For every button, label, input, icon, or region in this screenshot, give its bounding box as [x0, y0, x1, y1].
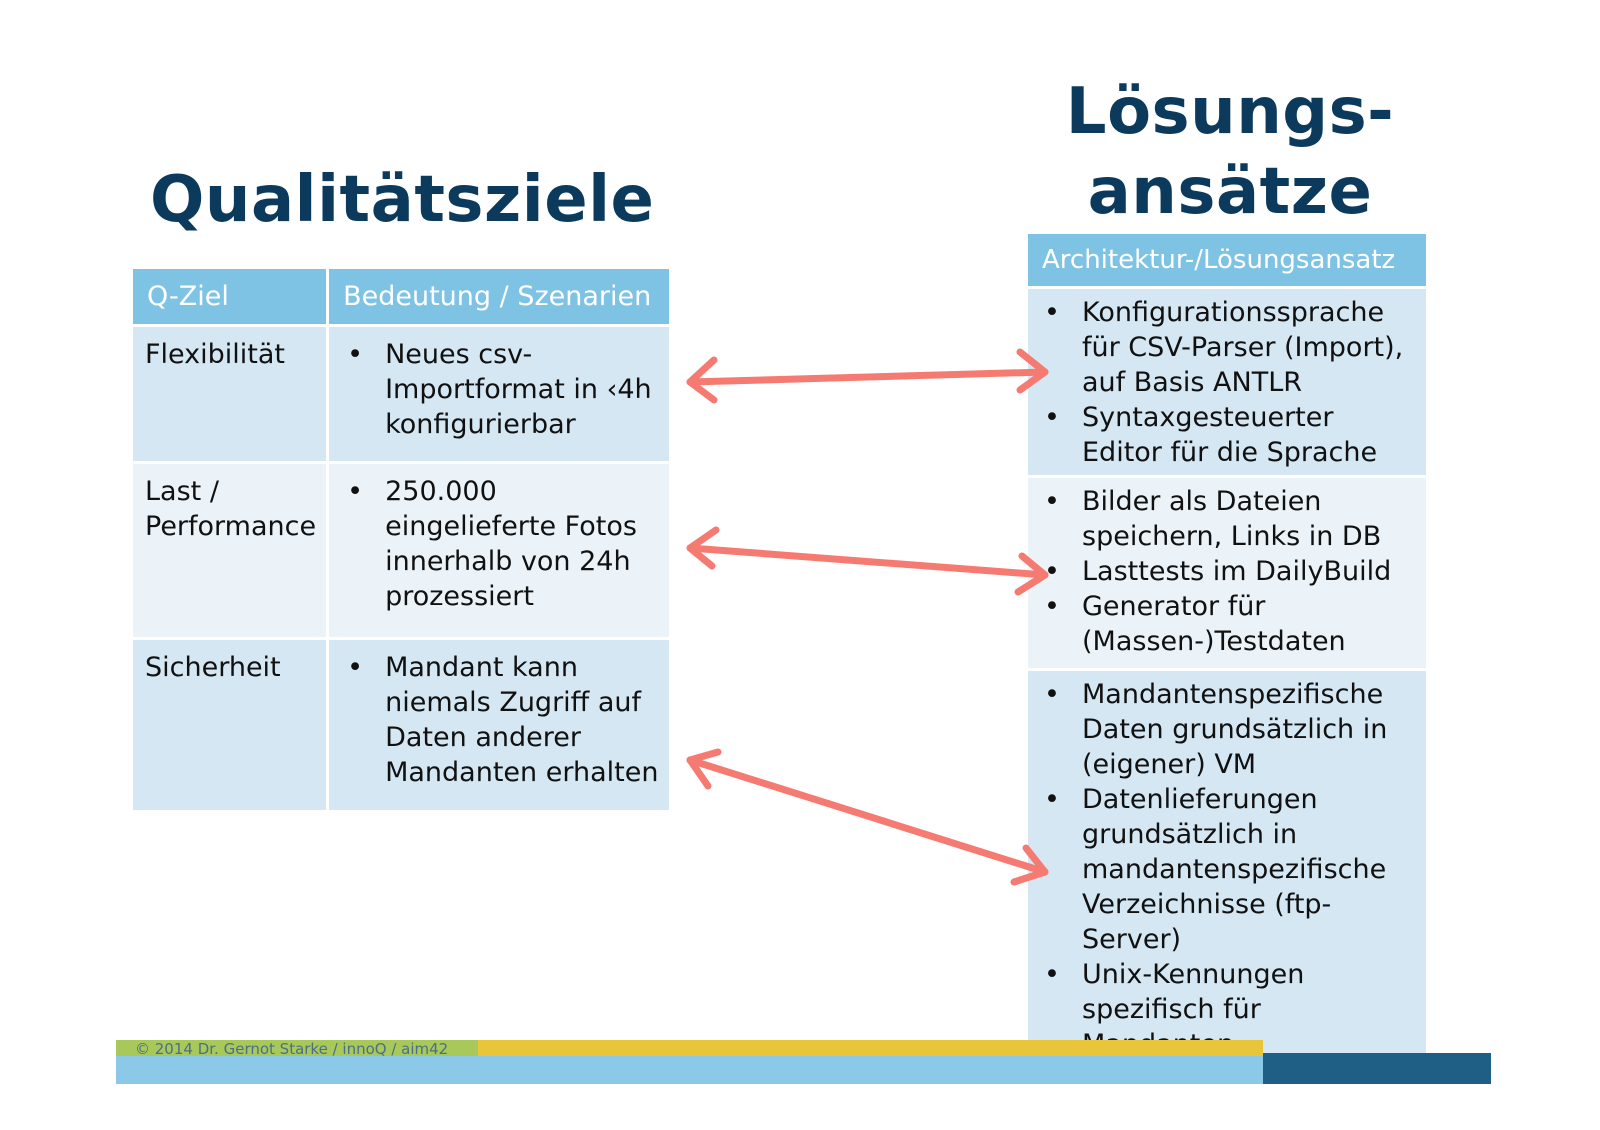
double-arrow-security — [690, 752, 1045, 882]
goal-cell: Flexibilität — [133, 327, 326, 461]
table-row — [1028, 478, 1426, 668]
column-header-scenarios: Bedeutung / Szenarien — [329, 269, 669, 324]
solution-cell — [1028, 289, 1426, 475]
footer-copyright: © 2014 Dr. Gernot Starke / innoQ / aim42 — [135, 1040, 449, 1058]
quality-goals-table — [130, 266, 672, 813]
column-header-goal: Q-Ziel — [133, 269, 326, 324]
solution-item: • Bilder als Dateien speichern, Links in DB — [1038, 484, 1416, 554]
solution-item: • Lasttests im DailyBuild — [1038, 554, 1416, 589]
solution-header-row — [1028, 234, 1426, 286]
scenario-cell — [329, 640, 669, 810]
footer-bar-darkblue — [1263, 1053, 1491, 1084]
solution-approaches-table — [1025, 231, 1429, 1069]
table-row — [133, 464, 669, 637]
table-row — [1028, 671, 1426, 1066]
goal-cell: Sicherheit — [133, 640, 326, 810]
scenario-item: • Neues csv-Importformat in ‹4h konfigurierbar — [341, 337, 659, 442]
solution-item: • Mandantenspezifische Daten grundsätzlich in (eigener) VM — [1038, 677, 1416, 782]
slide-title-quality-goals: Qualitätsziele — [150, 163, 655, 237]
footer-bar-yellow — [478, 1040, 1263, 1056]
scenario-item: • 250.000 eingelieferte Fotos innerhalb von 24h prozessiert — [341, 474, 659, 614]
table-row — [1028, 289, 1426, 475]
scenario-item: • Mandant kann niemals Zugriff auf Daten anderer Mandanten erhalten — [341, 650, 659, 790]
footer-bar-lightblue — [116, 1056, 1263, 1084]
slide-title-solutions-line1: Lösungs- — [1065, 75, 1395, 149]
double-arrow-flexibility — [690, 352, 1045, 400]
slide-title-solutions — [1030, 72, 1430, 232]
solution-item: • Unix-Kennungen spezifisch für — [1038, 957, 1416, 1062]
solution-item: • Syntaxgesteuerter Editor für die Sprache — [1038, 400, 1416, 470]
double-arrow-performance — [690, 530, 1045, 592]
solution-item: • Konfigurationssprache für CSV-Parser (Import), auf Basis ANTLR — [1038, 295, 1416, 400]
column-header-solution: Architektur-/Lösungsansatz — [1028, 234, 1426, 286]
solution-item: • Generator für (Massen-)Testdaten — [1038, 589, 1416, 659]
quality-goals-header-row — [133, 269, 669, 324]
scenario-cell — [329, 327, 669, 461]
solution-cell — [1028, 671, 1426, 1066]
solution-item: • Datenlieferungen grundsätzlich in mandantenspezifische Verzeichnisse (ftp-Server) — [1038, 782, 1416, 957]
table-row — [133, 327, 669, 461]
scenario-cell — [329, 464, 669, 637]
goal-cell: Last / Performance — [133, 464, 326, 637]
solution-cell — [1028, 478, 1426, 668]
table-row — [133, 640, 669, 810]
slide-title-solutions-line2: ansätze — [1087, 155, 1373, 229]
